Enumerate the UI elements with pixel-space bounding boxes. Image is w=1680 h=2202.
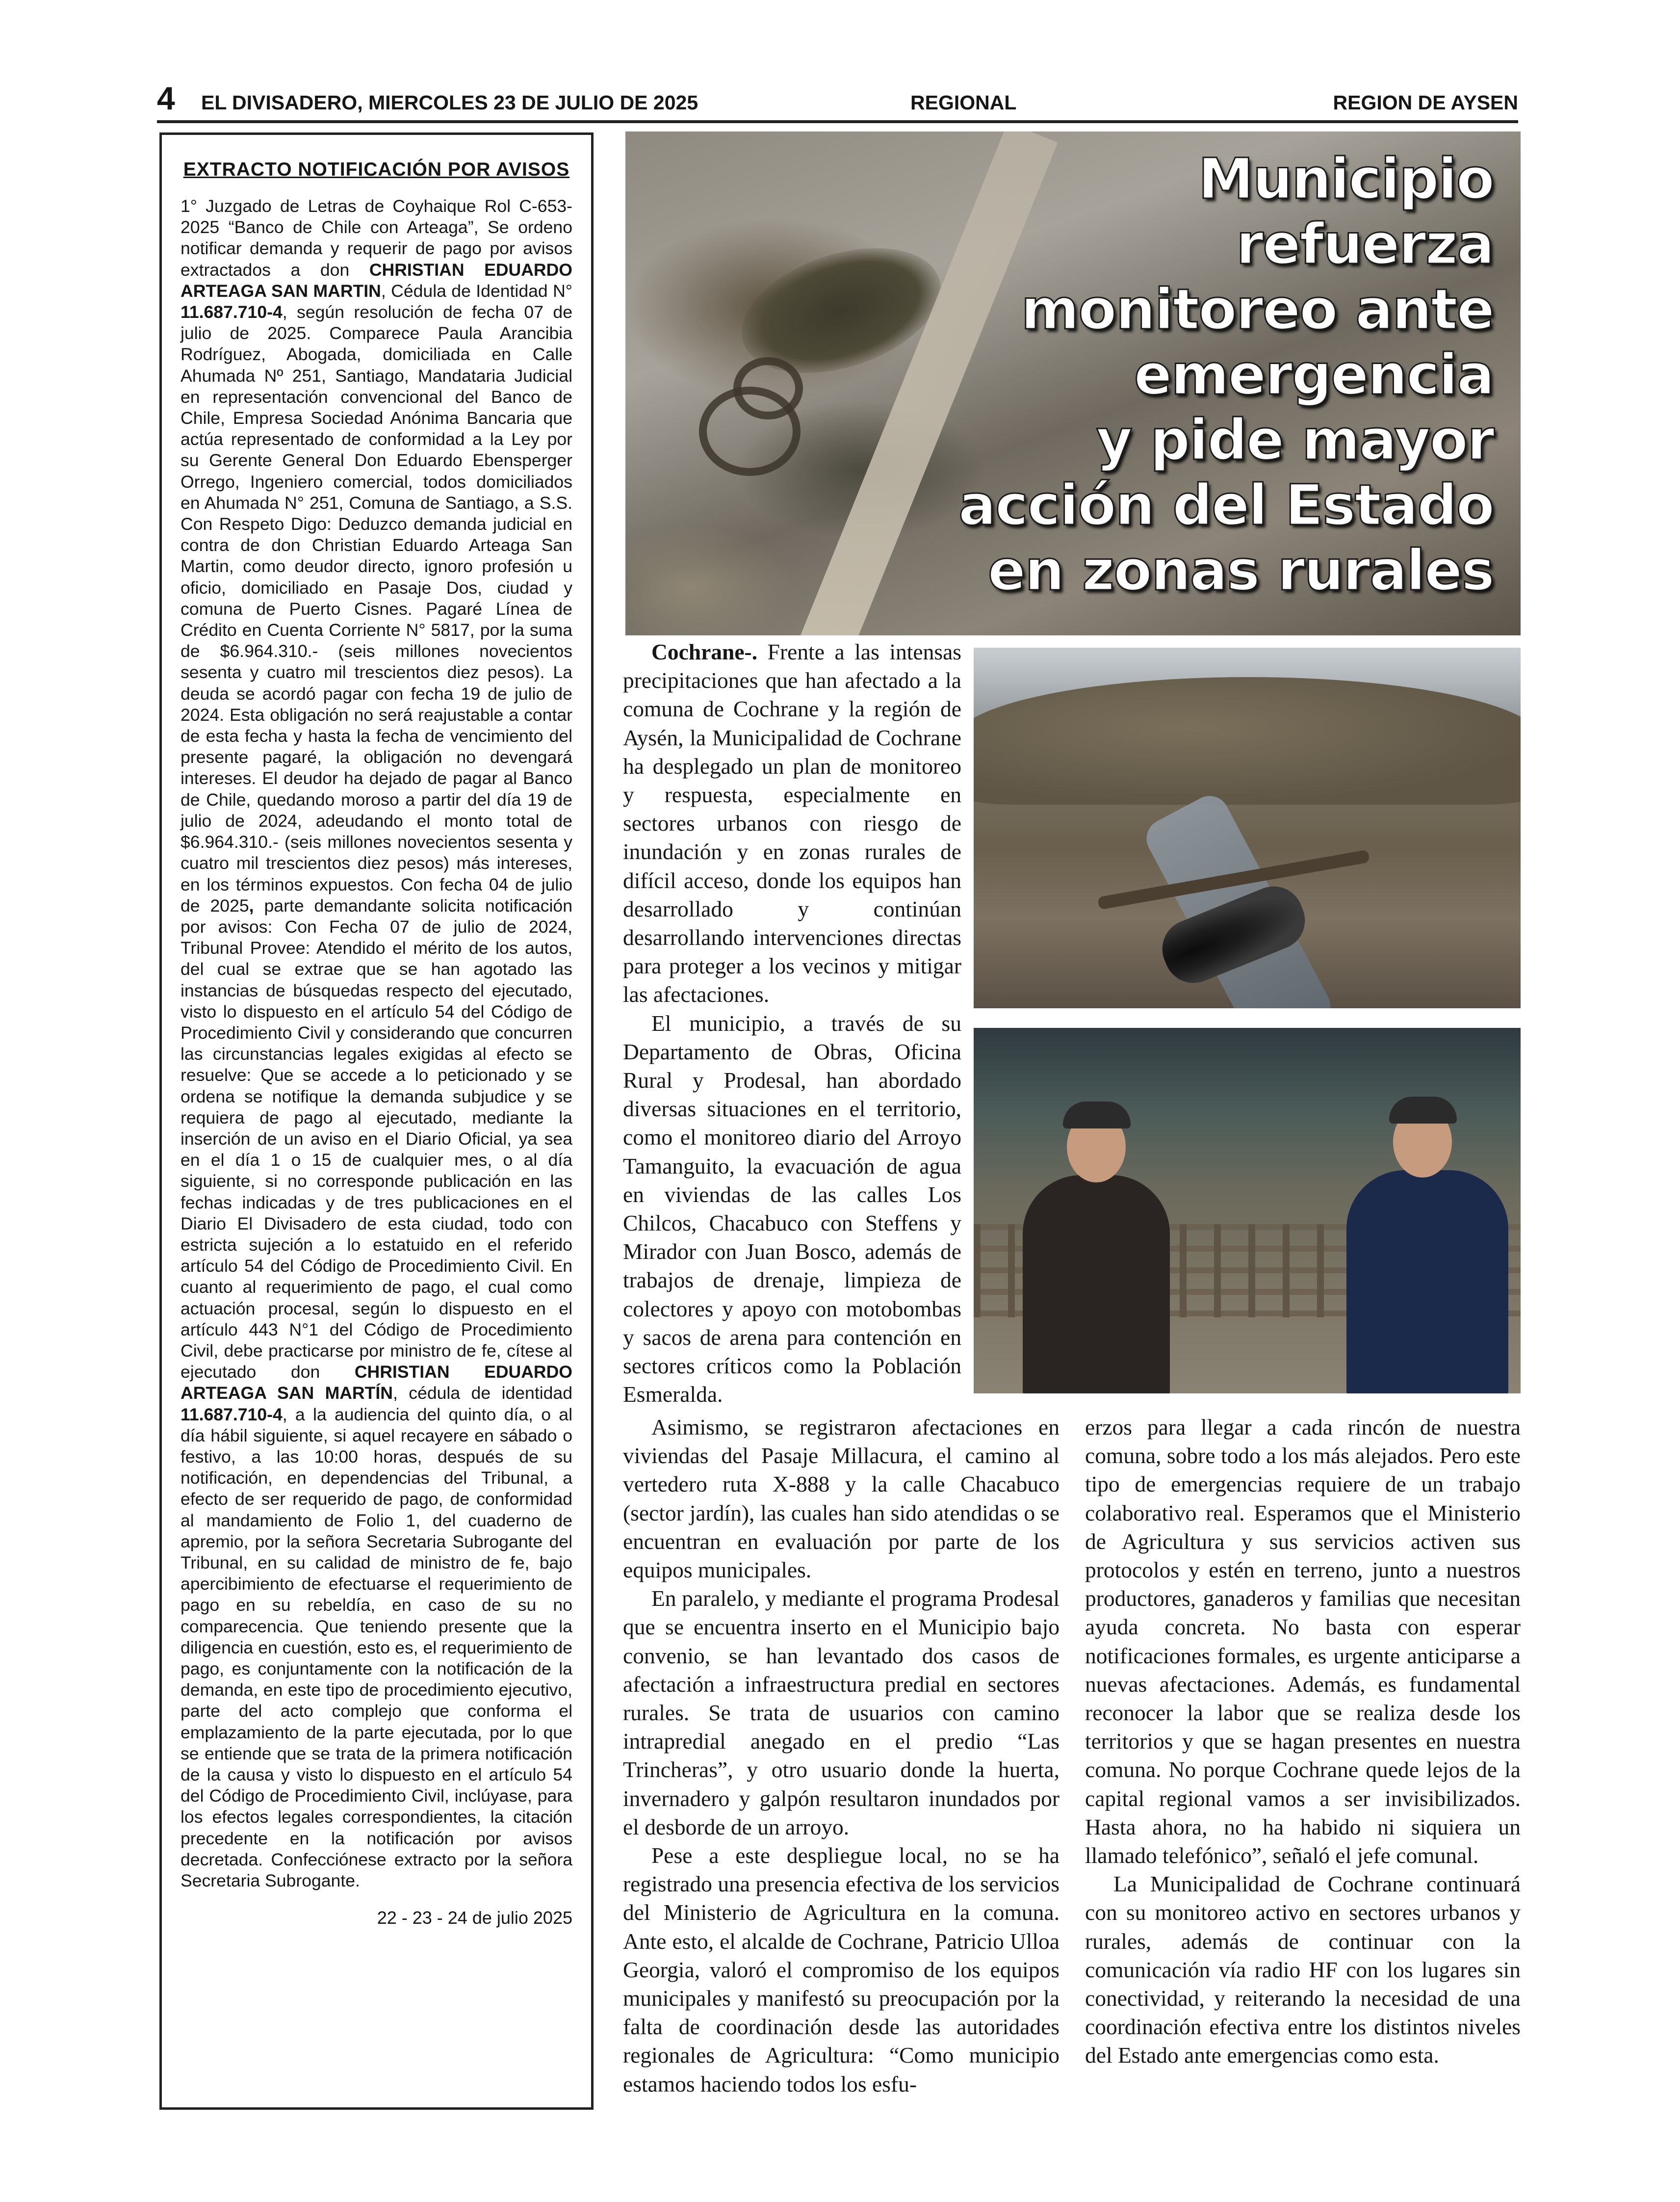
notice-id-number: 11.687.710-4 xyxy=(181,1404,283,1424)
notice-id-number: 11.687.710-4 xyxy=(181,302,283,322)
notice-text: , Cédula de Identidad N° xyxy=(381,281,573,301)
article-dateline: Cochrane-. xyxy=(651,639,758,664)
region-label: REGION DE AYSEN xyxy=(1333,91,1518,114)
notice-text: parte demandante solicita notificación por avisos: Con Fecha 07 de julio de 2024, Tribunal Provee: Atendido el mérito de los autos, del cual se extrae que se han agotado las instancias de búsquedas respecto del ejecutado, visto lo dispuesto en el artículo 54 del Código de Procedimiento Civil y considerando que concurren las circunstancias legales exigidas al efecto se resuelve: Que se accede a lo peticionado y se ordena se notifique la demanda subjudice y se requiera de pago al ejecutado, mediante la inserción de un aviso en el Diario Oficial, ya sea en el día 1 o 15 de cualquier mes, o al día siguiente, si no corresponde publicación en las fechas indicadas y de tres publicaciones en el Diario El Divisadero de esta ciudad, todo con estricta sujeción a lo estatuido en el referido artículo 54 del Código de Procedimiento Civil. En cuanto al requerimiento de pago, el cual como actuación procesal, según lo dispuesto en el artículo 443 N°1 del Código de Procedimiento Civil, debe practicarse por ministro de fe, cítese al ejecutado don xyxy=(181,895,572,1382)
article-paragraph: Asimismo, se registraron afectaciones en viviendas del Pasaje Millacura, el camino al vertedero ruta X-888 y la calle Chacabuco (sector jardín), las cuales han sido atendidas o se encuentran en evaluación por parte de los equipos municipales. xyxy=(623,1415,1060,1583)
notice-bold-comma: , xyxy=(249,895,254,916)
photo-cap-shape xyxy=(1063,1101,1131,1128)
article-paragraph: En paralelo, y mediante el programa Prodesal que se encuentra inserto en el Municipio bajo convenio, se han levantado dos casos de afectación a infraestructura predial en sectores rurales. Se trata de usuarios con camino intrapredial anegado en el predio “Las Trincheras”, y otro usuario donde la huerta, invernadero y galpón resultaron inundados por el desborde de un arroyo. xyxy=(623,1586,1060,1839)
aerial-flood-photo xyxy=(625,131,1521,635)
article-column-3 xyxy=(1085,1413,1521,2070)
article-paragraph-text: erzos para llegar a cada rincón de nuestra comuna, sobre todo a los más alejados. Pero este tipo de emergencias requiere de un trabajo colaborativo real. Esperamos que el Ministerio de Agricultura y sus servicios activen sus protocolos y estén en terreno, junto a nuestros productores, ganaderos y familias que necesitan ayuda concreta. No basta con esperar notificaciones formales, es urgente anticiparse a nuevas afectaciones. Además, es fundamental reconocer la labor que se realiza desde los territorios y que se hagan presentes en nuestra comuna. No porque Cochrane quede lejos de la capital regional vamos a ser invisibilizados. Hasta ahora, no ha habido ni siquiera un llamado telefónico”, señaló el jefe comunal. xyxy=(1085,1415,1521,1868)
article-column-1 xyxy=(623,638,961,1409)
newspaper-name-and-date: EL DIVISADERO, MIERCOLES 23 DE JULIO DE 2025 xyxy=(201,91,698,114)
photo-cap-shape xyxy=(1389,1097,1457,1124)
article-paragraph: La Municipalidad de Cochrane continuará con su monitoreo activo en sectores urbanos y rurales, además de continuar con la comunicación vía radio HF con los lugares sin conectividad, y reiterando la necesidad de una coordinación efectiva entre los distintos niveles del Estado ante emergencias como esta. xyxy=(1085,1871,1521,2068)
legal-notice-box xyxy=(159,132,594,2110)
notice-body xyxy=(181,196,572,1891)
photo-hill-shape xyxy=(974,677,1521,805)
photo-person-shape xyxy=(1346,1170,1508,1393)
notice-defendant-name: CHRISTIAN EDUARDO ARTEAGA SAN MARTIN xyxy=(181,260,572,301)
page-number: 4 xyxy=(157,80,175,116)
notice-text: 1° Juzgado de Letras de Coyhaique Rol C-653-2025 “Banco de Chile con Arteaga”, Se ordeno notificar demanda y requerir de pago por avisos extractados a don xyxy=(181,196,572,280)
photo-ring-shape xyxy=(733,357,803,419)
article-paragraph-mayor-quote-continued xyxy=(1085,1413,1521,1870)
page-header xyxy=(157,81,1518,123)
article-paragraph: El municipio, a través de su Departamento de Obras, Oficina Rural y Prodesal, han abordado diversas situaciones en el territorio, como el monitoreo diario del Arroyo Tamanguito, la evacuación de agua en viviendas de las calles Los Chilcos, Chacabuco con Steffens y Mirador con Juan Bosco, además de trabajos de drenaje, limpieza de colectores y apoyo con motobombas y sacos de arena para contención en sectores críticos como la Población Esmeralda. xyxy=(623,1010,961,1407)
article-paragraph xyxy=(623,638,961,1009)
article-paragraph-text: Frente a las intensas precipitaciones que han afectado a la comuna de Cochrane y la región de Aysén, la Municipalidad de Cochrane ha desplegado un plan de monitoreo y respuesta, especialmente en sectores urbanos con riesgo de inundación y en zonas rurales de difícil acceso, donde los equipos han desarrollado y continúan desarrollando intervenciones directas para proteger a los vecinos y mitigar las afectaciones. xyxy=(623,639,961,1007)
two-men-portrait-photo xyxy=(974,1028,1521,1393)
notice-text: , cédula de identidad xyxy=(392,1383,572,1403)
notice-publication-dates: 22 - 23 - 24 de julio 2025 xyxy=(377,1908,572,1928)
notice-title: EXTRACTO NOTIFICACIÓN POR AVISOS xyxy=(183,159,570,180)
article-paragraph-text: Pese a este despliegue local, no se ha registrado una presencia efectiva de los servicios del Ministerio de Agricultura en la comuna. Ante esto, el alcalde de Cochrane, Patricio Ulloa Georgia, valoró el compromiso de los equipos municipales y manifestó su preocupación por la falta de coordinación desde las autoridades regionales de Agricultura: “Como municipio estamos haciendo todos los esfu- xyxy=(623,1843,1060,2097)
article-headline: Municipio refuerza monitoreo ante emergencia y pide mayor acción del Estado en zonas rurales xyxy=(958,146,1494,603)
notice-text: , a la audiencia del quinto día, o al día hábil siguiente, si aquel recayere en sábado o festivo, a las 10:00 horas, después de su notificación, en dependencias del Tribunal, a efecto de ser requerido de pago, de conformidad al mandamiento de Folio 1, del cuaderno de apremio, por la señora Secretaria Subrogante del Tribunal, en su calidad de ministro de fe, bajo apercibimiento de efectuarse el requerimiento de pago en su rebeldía, en caso de su no comparecencia. Que teniendo presente que la diligencia en cuestión, esto es, el requerimiento de pago, es conjuntamente con la notificación de la demanda, en este tipo de procedimiento ejecutivo, parte del acto complejo que conforma el emplazamiento de la parte ejecutada, por lo que se entiende que se trata de la primera notificación de la causa y visto lo dispuesto en el artículo 54 del Código de Procedimiento Civil, inclúyase, para los efectos legales correspondientes, la citación precedente en la notificación por avisos decretada. Confecciónese extracto por la señora Secretaria Subrogante. xyxy=(181,1404,573,1891)
article-paragraph-mayor-quote xyxy=(623,1841,1060,2098)
notice-defendant-name: CHRISTIAN EDUARDO ARTEAGA SAN MARTÍN xyxy=(181,1362,572,1403)
photo-person-shape xyxy=(1023,1175,1170,1393)
article-column-2 xyxy=(623,1413,1060,2098)
erosion-damage-photo xyxy=(974,648,1521,1008)
section-label: REGIONAL xyxy=(910,91,1017,114)
notice-text: , según resolución de fecha 07 de julio de 2025. Comparece Paula Arancibia Rodríguez, Abogada, domiciliada en Calle Ahumada Nº 251, Santiago, Mandataria Judicial en representación convencional del Banco de Chile, Empresa Sociedad Anónima Bancaria que actúa representado de conformidad a la Ley por su Gerente General Don Eduardo Ebensperger Orrego, Ingeniero comercial, todos domiciliados en Ahumada N° 251, Comuna de Santiago, a S.S. Con Respeto Digo: Deduzco demanda judicial en contra de don Christian Eduardo Arteaga San Martin, como deudor directo, ignoro profesión u oficio, domiciliado en Pasaje Dos, ciudad y comuna de Puerto Cisnes. Pagaré Línea de Crédito en Cuenta Corriente N° 5817, por la suma de $6.964.310.- (seis millones novecientos sesenta y cuatro mil trescientos diez pesos). La deuda se acordó pagar con fecha 19 de julio de 2024. Esta obligación no será reajustable a contar de esta fecha y hasta la fecha de vencimiento del presente pagaré, la obligación no devengará intereses. El deudor ha dejado de pagar al Banco de Chile, quedando moroso a partir del día 19 de julio de 2024, adeudando el monto total de $6.964.310.- (seis millones novecientos sesenta y cuatro mil trescientos diez pesos) más intereses, en los términos expuestos. Con fecha 04 de julio de 2025 xyxy=(181,302,572,916)
